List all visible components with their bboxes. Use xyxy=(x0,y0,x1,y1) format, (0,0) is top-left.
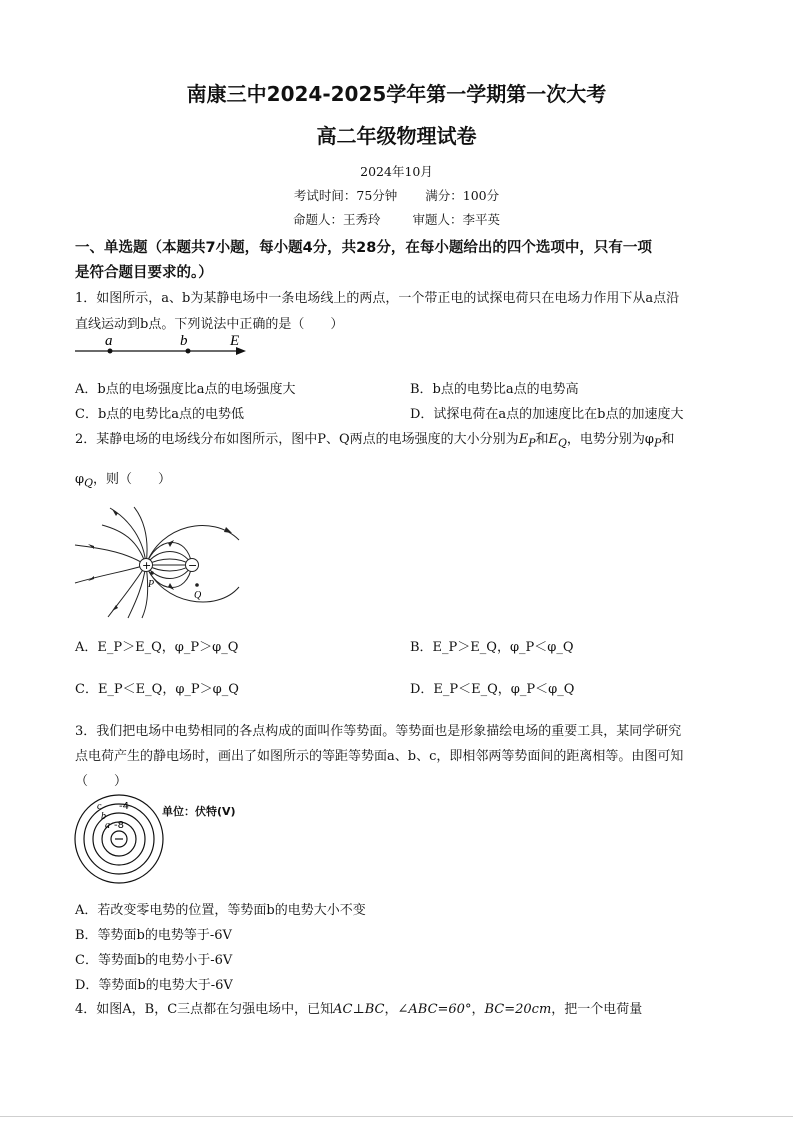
q3-option-d[interactable]: D．等势面b的电势大于-6V xyxy=(75,978,233,993)
exam-date: 2024年10月 xyxy=(360,164,433,179)
q4-stem-text: 4．如图A，B，C三点都在匀强电场中，已知 xyxy=(75,1002,334,1017)
point-a xyxy=(108,349,113,354)
q2-option-c[interactable]: C．E_P＜E_Q，φ_P＞φ_Q xyxy=(75,682,239,697)
q4-stem-end: ，把一个电荷量 xyxy=(551,1002,643,1017)
q1-option-b[interactable]: B．b点的电势比a点的电势高 xyxy=(410,382,579,397)
label-b: b xyxy=(180,333,188,349)
author: 命题人：王秀玲 xyxy=(293,212,381,227)
label-E: E xyxy=(230,333,240,349)
section-heading-line2: 是符合题目要求的。） xyxy=(75,265,213,281)
q4-condition-angle: ∠ABC=60° xyxy=(397,1002,472,1017)
sub-P: P xyxy=(528,436,536,450)
q2-and2: 和 xyxy=(661,432,675,447)
symbol-phi: φ xyxy=(75,472,85,487)
q3-option-b[interactable]: B．等势面b的电势等于-6V xyxy=(75,928,232,943)
sub-Q: Q xyxy=(558,436,567,450)
q2-stem-line2 xyxy=(75,468,171,490)
label-Q: Q xyxy=(194,590,202,601)
symbol-E: E xyxy=(518,432,529,447)
q3-stem-line3: （ ） xyxy=(75,774,128,789)
q4-condition-length: BC=20cm xyxy=(484,1002,552,1017)
q1-stem-line1: 1．如图所示，a、b为某静电场中一条电场线上的两点，一个带正电的试探电荷只在电场力作用下从a点沿 xyxy=(75,291,680,306)
q1-option-d[interactable]: D．试探电荷在a点的加速度比在b点的加速度大 xyxy=(410,407,684,422)
exam-subtitle: 高二年级物理试卷 xyxy=(316,124,477,148)
q3-option-a[interactable]: A．若改变零电势的位置，等势面b的电势大小不变 xyxy=(75,903,366,918)
point-P xyxy=(150,571,154,575)
q2-and: 和 xyxy=(535,432,549,447)
q2-option-b[interactable]: B．E_P＞E_Q，φ_P＜φ_Q xyxy=(410,640,574,655)
q2-stem-text: 2．某静电场的电场线分布如图所示，图中P、Q两点的电场强度的大小分别为 xyxy=(75,432,519,447)
unit-label: 单位：伏特(V) xyxy=(162,805,236,818)
q2-stem-line1 xyxy=(75,428,674,450)
label-b: b xyxy=(101,811,106,822)
point-Q xyxy=(195,583,199,587)
q1-stem-line2: 直线运动到b点。下列说法中正确的是（ ） xyxy=(75,317,344,332)
label-P: P xyxy=(148,579,155,590)
q2-field-lines-figure xyxy=(72,505,242,620)
point-b xyxy=(186,349,191,354)
q4-stem-line1: 4．如图A，B，C三点都在匀强电场中，已知AC⊥BC，∠ABC=60°，BC=20cm，把一个电荷量 xyxy=(75,1002,643,1017)
label-minus-8: -8 xyxy=(114,820,124,831)
plus-sign: + xyxy=(142,559,152,572)
q2-option-d[interactable]: D．E_P＜E_Q，φ_P＜φ_Q xyxy=(410,682,575,697)
q2-stem-end: ，则（ ） xyxy=(93,472,172,487)
exam-authors xyxy=(0,210,793,228)
q1-field-line-figure xyxy=(70,330,250,360)
q4-condition-perpendicular: AC⊥BC xyxy=(333,1002,385,1017)
page-bottom-divider xyxy=(0,1116,793,1117)
symbol-E: E xyxy=(548,432,558,447)
q2-option-a[interactable]: A．E_P＞E_Q，φ_P＞φ_Q xyxy=(75,640,239,655)
minus-sign: − xyxy=(188,559,198,572)
exam-title: 南康三中2024-2025学年第一学期第一次大考 xyxy=(186,82,607,106)
label-minus-4: -4 xyxy=(119,801,129,812)
label-a: a xyxy=(105,333,113,349)
q1-option-c[interactable]: C．b点的电势比a点的电势低 xyxy=(75,407,245,422)
q2-stem-text2: ，电势分别为 xyxy=(566,432,645,447)
sub-P: P xyxy=(654,436,662,450)
symbol-phi: φ xyxy=(644,432,655,447)
q1-option-a[interactable]: A．b点的电场强度比a点的电场强度大 xyxy=(75,382,296,397)
reviewer: 审题人：李平英 xyxy=(412,212,500,227)
label-a: a xyxy=(105,820,110,831)
exam-time: 考试时间：75分钟 xyxy=(293,188,398,203)
q3-stem-line2: 点电荷产生的静电场时，画出了如图所示的等距等势面a、b、c，即相邻两等势面间的距离相等。由图可知 xyxy=(75,749,684,764)
q3-equipotential-figure xyxy=(72,792,167,887)
exam-time-score xyxy=(0,186,793,204)
sub-Q: Q xyxy=(84,476,93,490)
section-heading-line1: 一、单选题（本题共7小题，每小题4分，共28分，在每小题给出的四个选项中，只有一项 xyxy=(75,240,652,256)
q3-option-c[interactable]: C．等势面b的电势小于-6V xyxy=(75,953,233,968)
full-score: 满分：100分 xyxy=(425,188,500,203)
q3-stem-line1: 3．我们把电场中电势相同的各点构成的面叫作等势面。等势面也是形象描绘电场的重要工具，某同学研究 xyxy=(75,724,682,739)
label-c: c xyxy=(97,801,102,812)
